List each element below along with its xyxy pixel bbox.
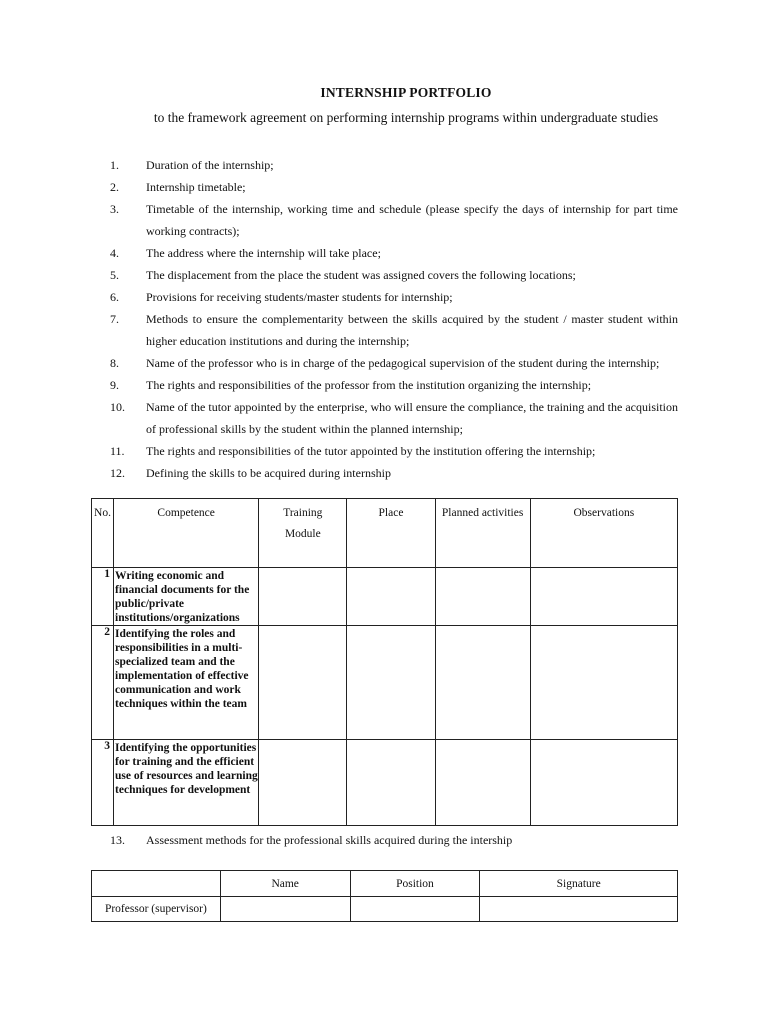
competence-text: Identifying the roles and responsibilities in a multi-specialized team and the implementation of effective communication and work techniques within the team — [114, 626, 259, 740]
planned-activities-cell[interactable] — [435, 626, 530, 740]
header-planned-activities: Planned activities — [435, 499, 530, 568]
list-item — [100, 440, 678, 462]
table-row — [92, 626, 678, 740]
name-cell[interactable] — [220, 897, 350, 922]
list-item — [100, 308, 678, 352]
list-item — [100, 154, 678, 176]
assessment-table — [91, 870, 678, 922]
header-training-line2: Module — [284, 528, 321, 540]
list-item — [100, 374, 678, 396]
list-item-number: 7. — [110, 312, 119, 326]
planned-activities-cell[interactable] — [435, 740, 530, 826]
header-name: Name — [220, 871, 350, 897]
list-item-text: Internship timetable; — [146, 180, 246, 194]
list-item — [100, 352, 678, 374]
list-item-text: Name of the professor who is in charge of the pedagogical supervision of the student during the internship; — [146, 356, 660, 370]
training-module-cell[interactable] — [259, 740, 347, 826]
list-item — [100, 396, 678, 440]
list-item-text: Assessment methods for the professional skills acquired during the intership — [146, 833, 513, 847]
table-row — [92, 740, 678, 826]
table-row — [92, 568, 678, 626]
observations-cell[interactable] — [530, 626, 677, 740]
list-item — [100, 462, 678, 484]
list-item-number: 2. — [110, 180, 119, 194]
header-competence: Competence — [114, 499, 259, 568]
requirements-list — [100, 154, 678, 484]
place-cell[interactable] — [347, 568, 435, 626]
list-item-number: 5. — [110, 268, 119, 282]
header-blank — [92, 871, 221, 897]
row-number: 3 — [92, 740, 114, 826]
list-item-text: Timetable of the internship, working time and schedule (please specify the days of internship for part time working contracts); — [146, 202, 678, 238]
competence-table — [91, 498, 678, 826]
list-item — [100, 264, 678, 286]
document-title: INTERNSHIP PORTFOLIO — [320, 85, 492, 100]
place-cell[interactable] — [347, 740, 435, 826]
observations-cell[interactable] — [530, 568, 677, 626]
training-module-cell[interactable] — [259, 568, 347, 626]
observations-cell[interactable] — [530, 740, 677, 826]
list-item-text: Provisions for receiving students/master students for internship; — [146, 290, 453, 304]
list-item-text: The rights and responsibilities of the professor from the institution organizing the internship; — [146, 378, 592, 392]
list-item-number: 6. — [110, 290, 119, 304]
list-item-text: Name of the tutor appointed by the enterprise, who will ensure the compliance, the training and the acquisition of professional skills by the student within the planned internship; — [146, 400, 678, 436]
list-item-number: 10. — [110, 400, 125, 414]
list-item-text: Defining the skills to be acquired during internship — [146, 466, 391, 480]
header-no: No. — [92, 499, 114, 568]
list-item-number: 8. — [110, 356, 119, 370]
list-item-number: 9. — [110, 378, 119, 392]
list-item-13 — [100, 830, 678, 850]
header-place: Place — [347, 499, 435, 568]
list-item — [100, 198, 678, 242]
list-item-text: Methods to ensure the complementarity between the skills acquired by the student / master student within higher education institutions and during the internship; — [146, 312, 678, 348]
list-item-number: 3. — [110, 202, 119, 216]
competence-text: Identifying the opportunities for training and the efficient use of resources and learning techniques for development — [114, 740, 259, 826]
list-item-number: 1. — [110, 158, 119, 172]
list-item-number: 13. — [110, 833, 125, 847]
table-row — [92, 897, 678, 922]
competence-text: Writing economic and financial documents for the public/private institutions/organizations — [114, 568, 259, 626]
row-number: 1 — [92, 568, 114, 626]
place-cell[interactable] — [347, 626, 435, 740]
list-item-text: The address where the internship will take place; — [146, 246, 381, 260]
header-training-line1: Training — [283, 507, 323, 519]
list-item — [100, 242, 678, 264]
position-cell[interactable] — [350, 897, 480, 922]
header-signature: Signature — [480, 871, 678, 897]
list-item-text: The displacement from the place the student was assigned covers the following locations; — [146, 268, 576, 282]
list-item-number: 11. — [110, 444, 125, 458]
table-header-row — [92, 871, 678, 897]
list-item-text: Duration of the internship; — [146, 158, 274, 172]
header-training-module — [259, 499, 347, 568]
header-position: Position — [350, 871, 480, 897]
list-item-number: 12. — [110, 466, 125, 480]
training-module-cell[interactable] — [259, 626, 347, 740]
list-item-text: The rights and responsibilities of the tutor appointed by the institution offering the internship; — [146, 444, 596, 458]
planned-activities-cell[interactable] — [435, 568, 530, 626]
list-item — [100, 286, 678, 308]
header-observations: Observations — [530, 499, 677, 568]
list-item-number: 4. — [110, 246, 119, 260]
signature-cell[interactable] — [480, 897, 678, 922]
document-subtitle: to the framework agreement on performing internship programs within undergraduate studies — [153, 110, 659, 125]
list-item — [100, 176, 678, 198]
row-number: 2 — [92, 626, 114, 740]
role-label: Professor (supervisor) — [92, 897, 221, 922]
table-header-row — [92, 499, 678, 568]
